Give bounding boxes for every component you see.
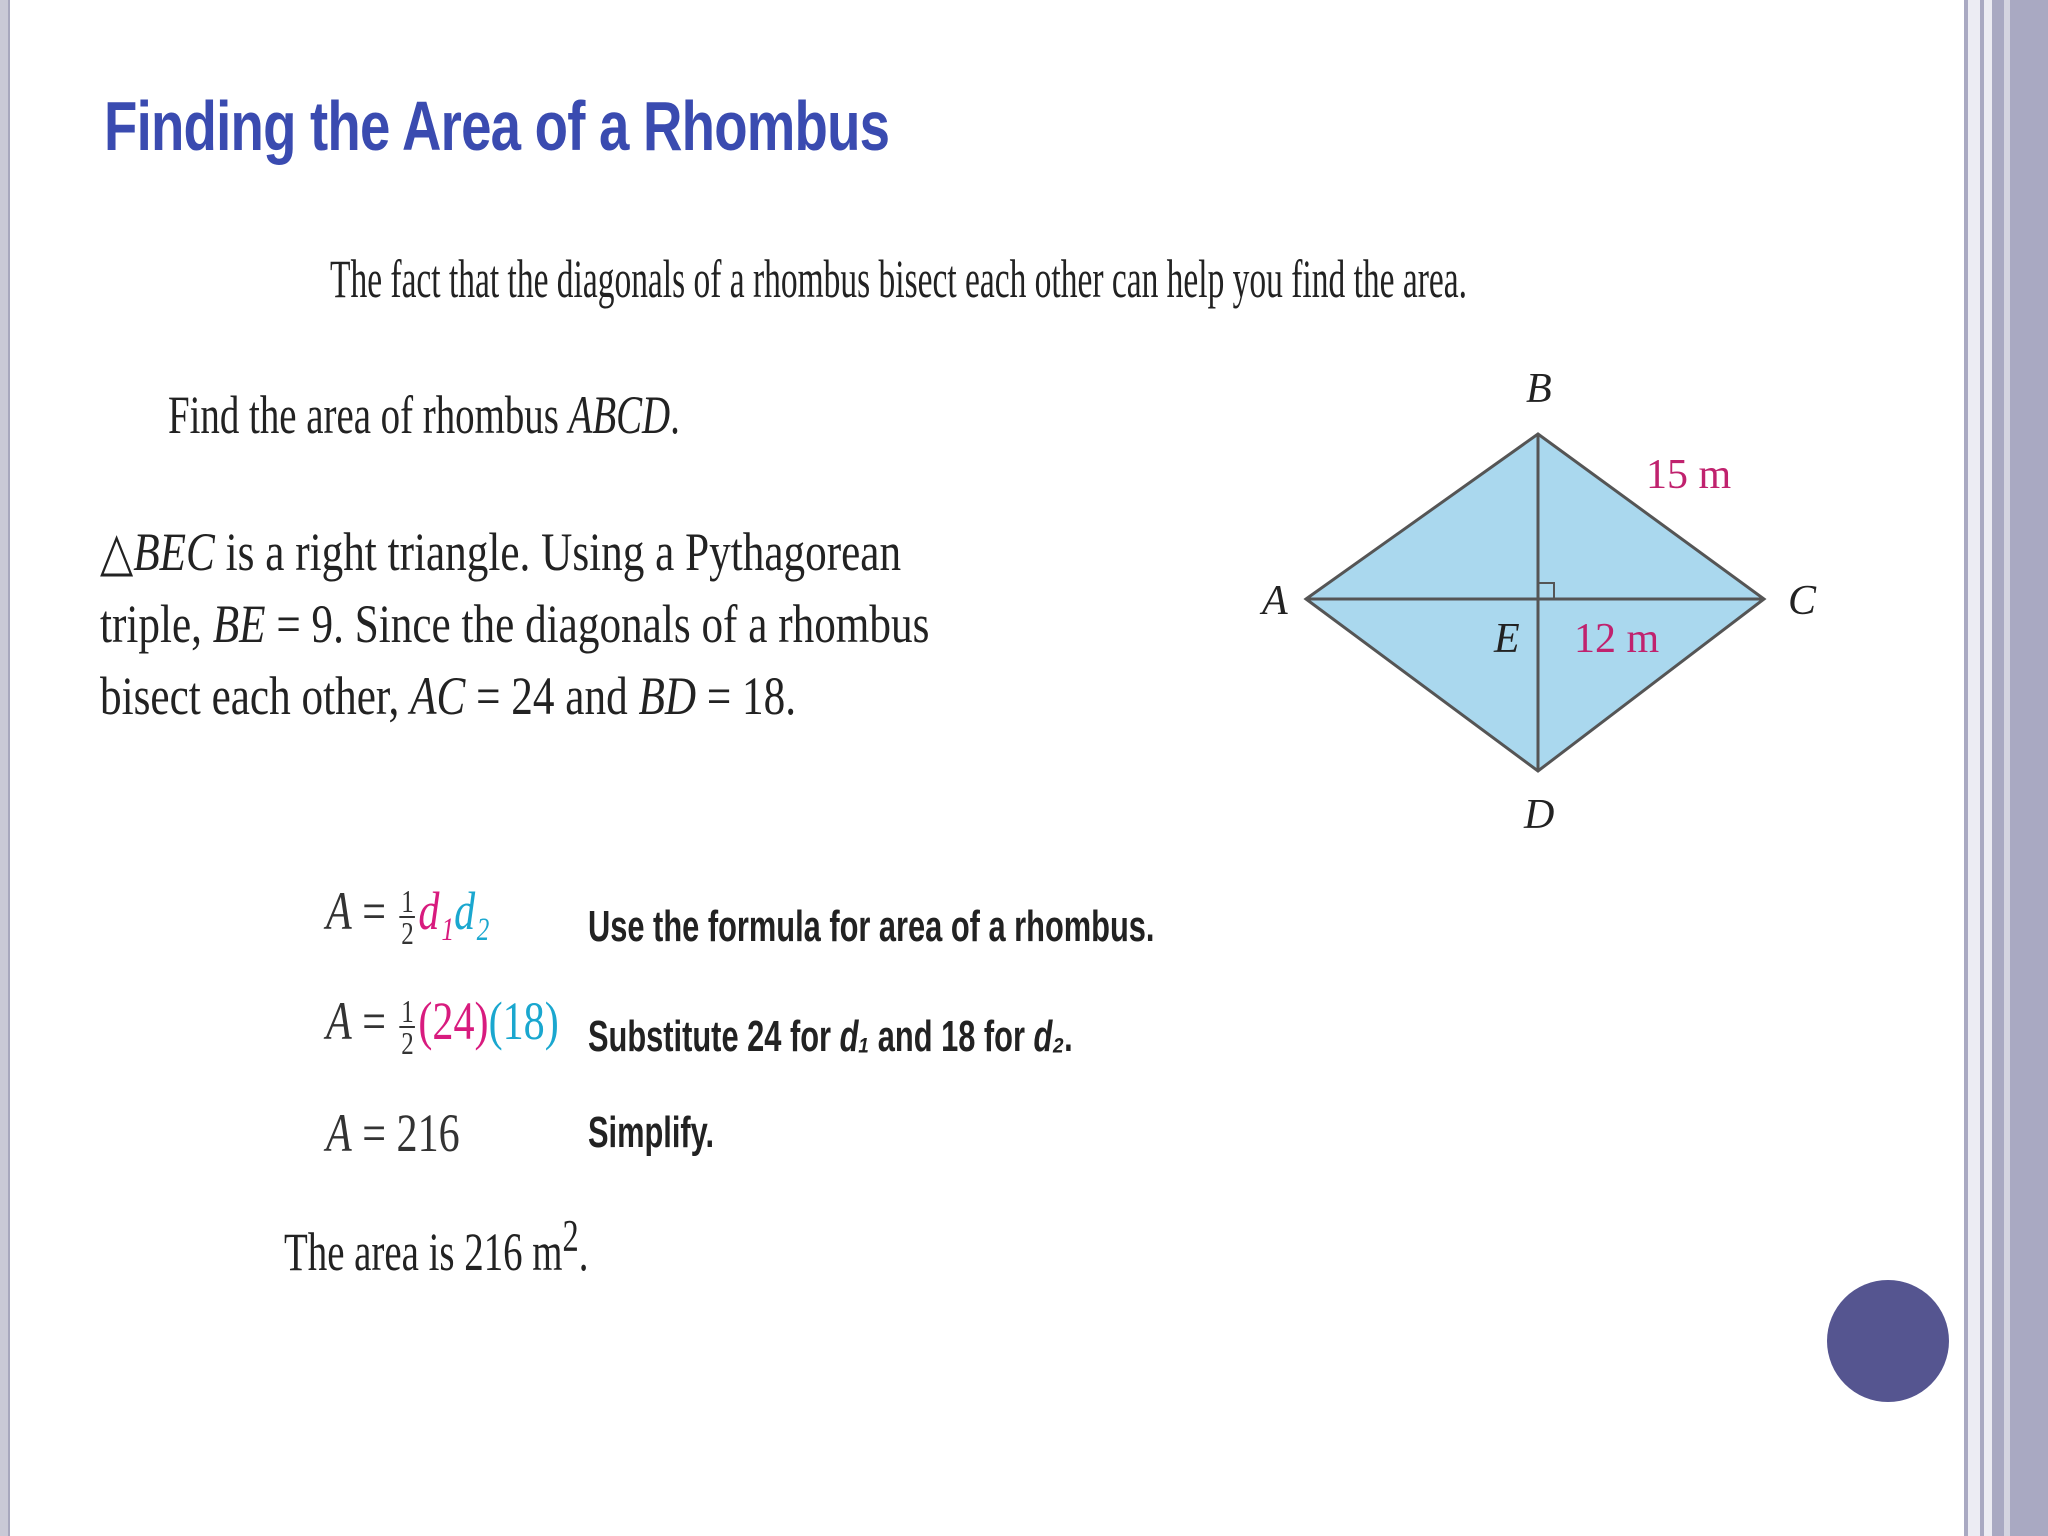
explanation <box>100 516 929 732</box>
vertex-c-label: C <box>1788 578 1817 624</box>
prompt-shape: ABCD <box>568 385 671 445</box>
explanation-line-3 <box>100 660 929 732</box>
step-reason <box>588 1012 1073 1062</box>
slide-nav-button[interactable] <box>1827 1280 1949 1402</box>
rhombus-diagram <box>1240 350 1840 850</box>
reason-d2: d₂ <box>1033 1012 1065 1061</box>
step-reason: Use the formula for area of a rhombus. <box>588 902 1155 951</box>
vertex-e-label: E <box>1494 616 1520 662</box>
step-expression <box>326 880 490 951</box>
reason-text: Substitute 24 for <box>588 1012 840 1061</box>
conclusion <box>284 1210 588 1283</box>
result: = 216 <box>351 1103 460 1163</box>
unit-exponent: 2 <box>562 1211 579 1261</box>
step-expression <box>326 990 559 1061</box>
reason-d1: d₁ <box>839 1012 870 1061</box>
explanation-text: triple, <box>100 594 213 654</box>
reason-text: and 18 for <box>869 1012 1034 1061</box>
conclusion-text: The area is 216 m <box>284 1222 563 1282</box>
explanation-text: is a right triangle. Using a Pythagorean <box>214 522 902 582</box>
fraction-denominator: 2 <box>401 1024 414 1061</box>
variable-a: A <box>326 991 352 1051</box>
diagonal-2: d₂ <box>454 881 490 941</box>
explanation-text: = 24 and <box>465 666 639 726</box>
step-expression <box>326 1102 460 1164</box>
triangle-name: △BEC <box>100 522 215 582</box>
value-18: (18) <box>488 991 559 1051</box>
segment-bd: BD <box>638 666 697 726</box>
value-24: (24) <box>418 991 489 1051</box>
explanation-text: = 9. Since the diagonals of a rhombus <box>265 594 930 654</box>
fraction-numerator: 1 <box>401 882 414 919</box>
diagonal-1: d₁ <box>418 881 455 941</box>
segment-ac: AC <box>410 666 466 726</box>
explanation-text: = 18. <box>696 666 797 726</box>
explanation-line-2 <box>100 588 929 660</box>
vertex-d-label: D <box>1524 792 1555 838</box>
prompt-text: Find the area of rhombus <box>168 385 569 445</box>
vertex-b-label: B <box>1526 366 1552 412</box>
problem-prompt <box>168 384 680 446</box>
conclusion-end: . <box>578 1222 589 1282</box>
variable-a: A <box>326 1103 352 1163</box>
fraction <box>400 882 416 951</box>
equals: = <box>351 991 397 1051</box>
explanation-line-1 <box>100 516 929 588</box>
intro-text: The fact that the diagonals of a rhombus bisect each other can help you find the area. <box>330 249 1467 309</box>
step-reason: Simplify. <box>588 1108 715 1157</box>
segment-be: BE <box>212 594 266 654</box>
fraction-numerator: 1 <box>401 992 414 1029</box>
explanation-text: bisect each other, <box>100 666 411 726</box>
slide-title: Finding the Area of a Rhombus <box>104 87 890 165</box>
solution-steps <box>326 880 1226 1210</box>
prompt-end: . <box>670 385 680 445</box>
side-length-label: 15 m <box>1646 452 1732 498</box>
fraction-denominator: 2 <box>401 914 414 951</box>
reason-text: . <box>1064 1012 1073 1061</box>
half-diagonal-label: 12 m <box>1574 616 1660 662</box>
right-frame-border <box>1960 0 2048 1536</box>
equals: = <box>351 881 397 941</box>
left-frame-border <box>0 0 18 1536</box>
fraction <box>400 992 416 1061</box>
variable-a: A <box>326 881 352 941</box>
vertex-a-label: A <box>1262 578 1288 624</box>
